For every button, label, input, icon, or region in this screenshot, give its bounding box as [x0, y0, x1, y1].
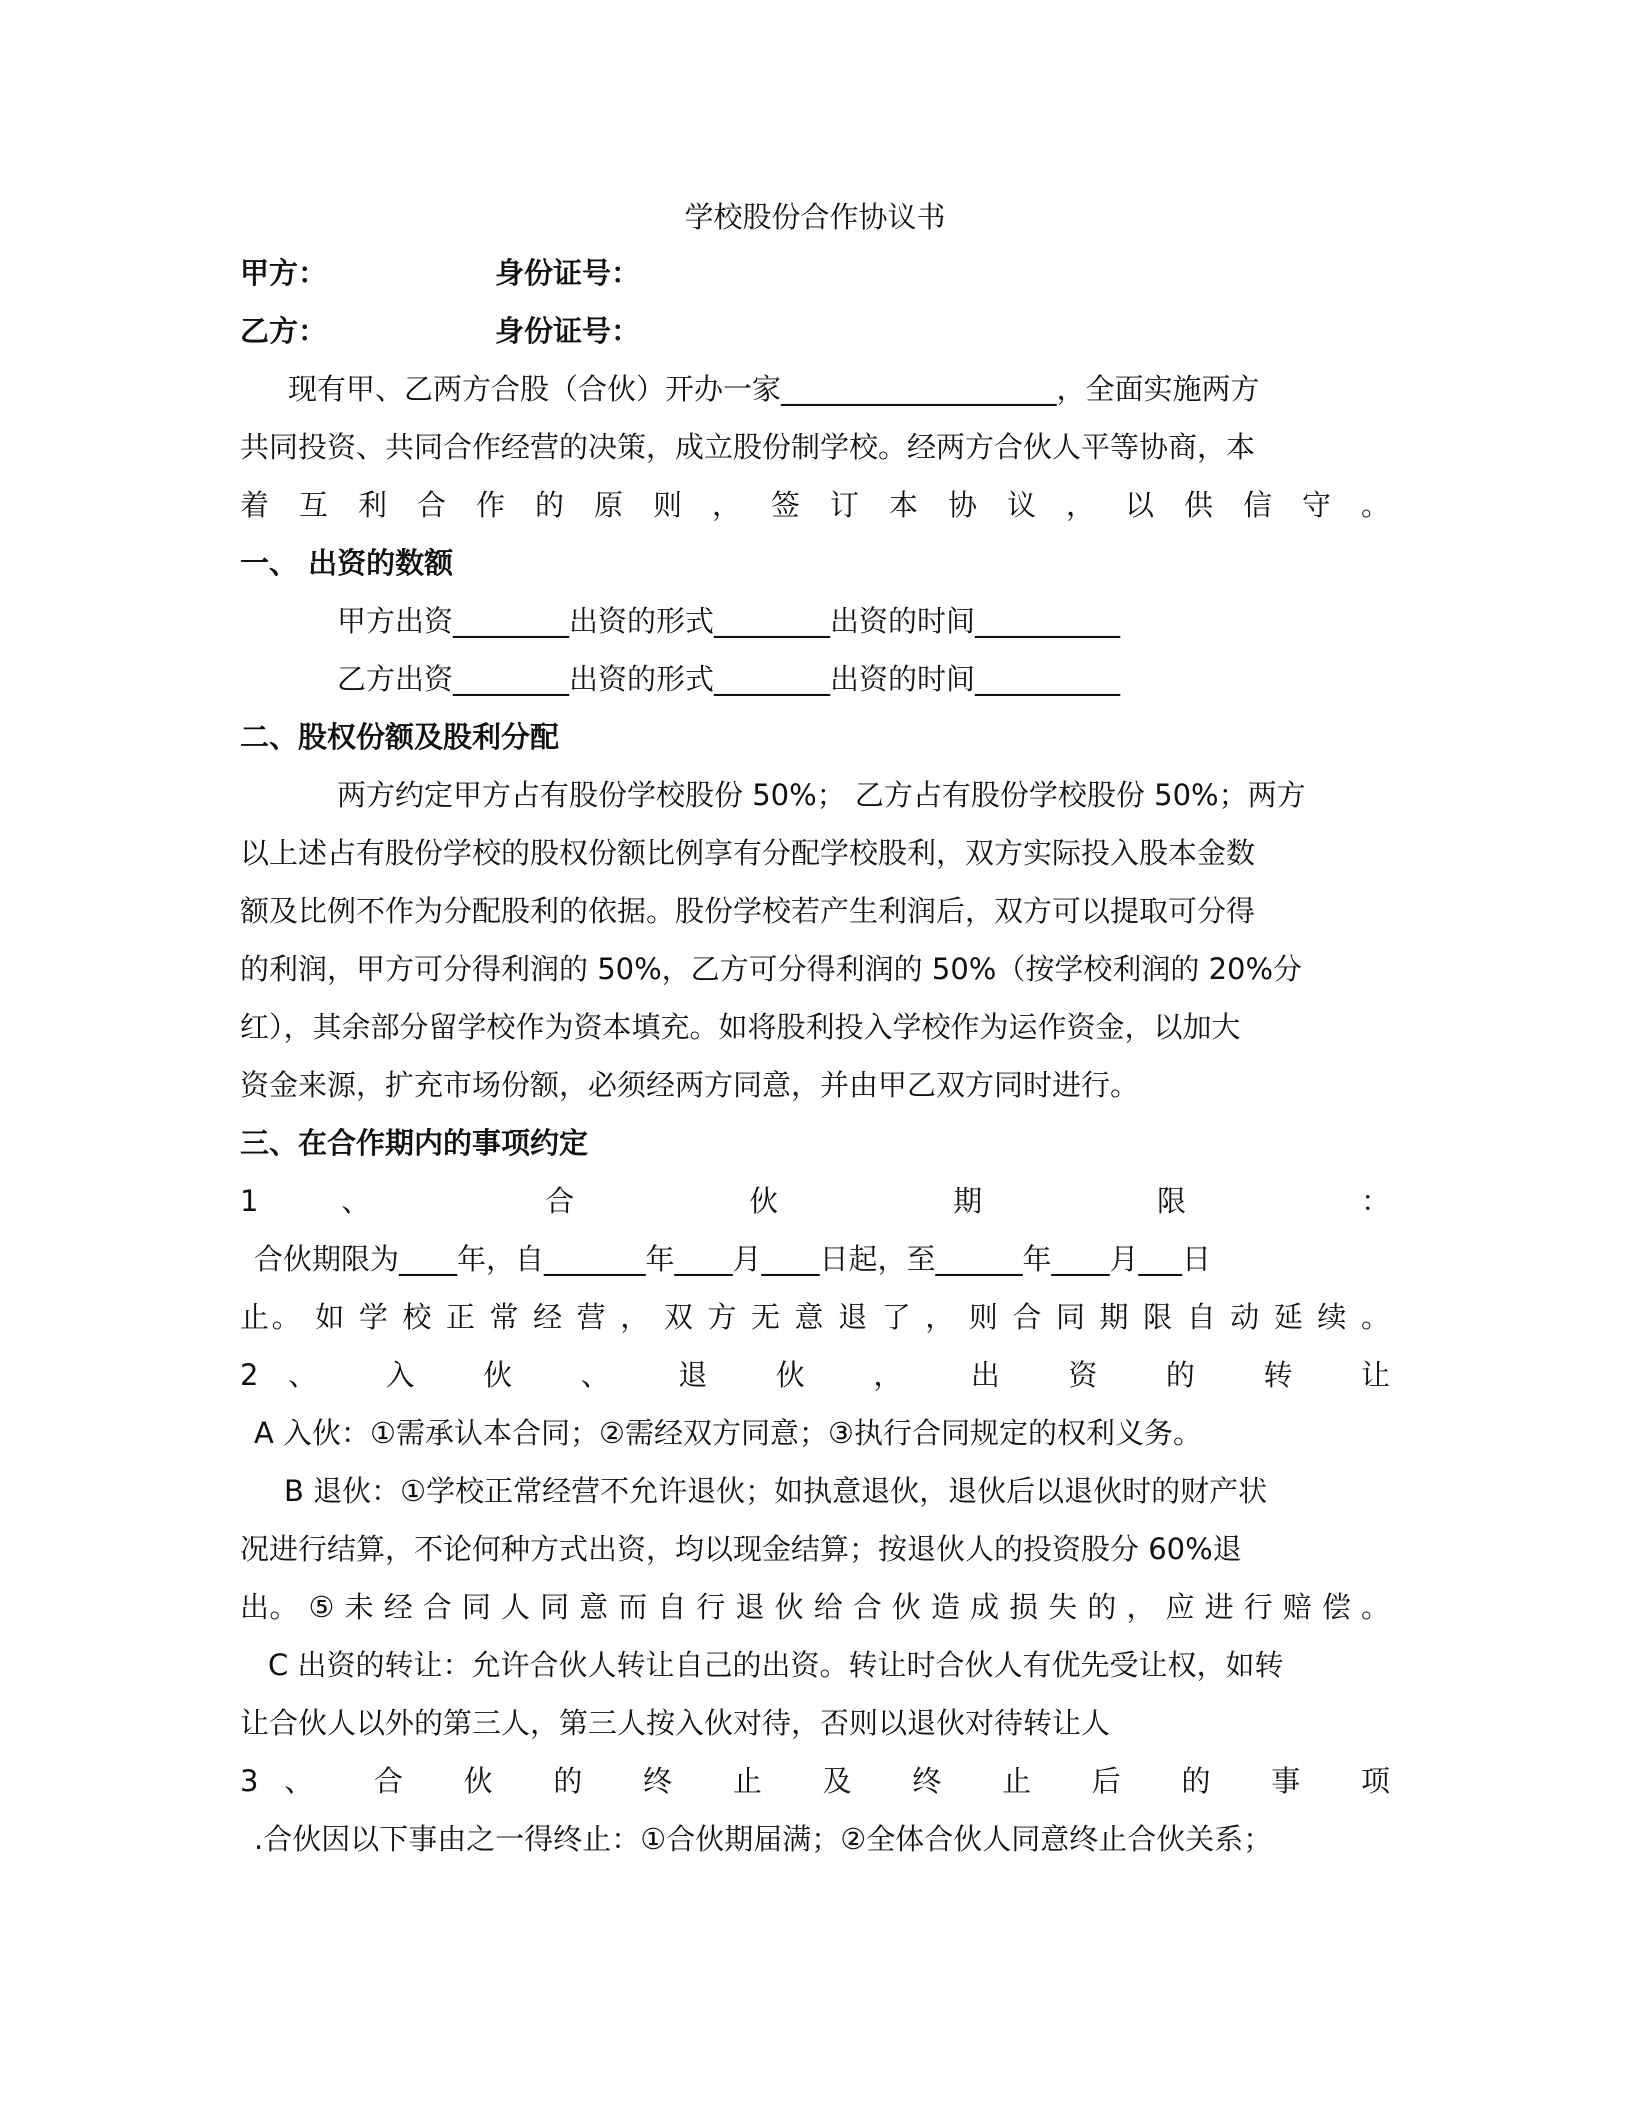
- item2-heading: 2、 入 伙 、 退 伙 ， 出 资 的 转 让: [240, 1358, 1390, 1392]
- item2-b-line-3: 出。 ⑤ 未 经 合 同 人 同 意 而 自 行 退 伙 给 合 伙 造 成 损 失 的 ， 应 进 行 赔 偿 。: [240, 1590, 1390, 1624]
- section2-heading: 二、股权份额及股利分配: [240, 720, 560, 754]
- document-page: [240, 190, 1390, 1868]
- section1-line-b: 乙方出资________出资的形式________出资的时间__________: [337, 662, 1121, 696]
- section2-line-3: 额及比例不作为分配股利的依据。股份学校若产生利润后，双方可以提取可分得: [240, 894, 1256, 928]
- section1-heading: 一、 出资的数额: [240, 546, 454, 580]
- item3-heading: 3、 合 伙 的 终 止 及 终 止 后 的 事 项: [240, 1764, 1390, 1798]
- section1-line-a: 甲方出资________出资的形式________出资的时间__________: [337, 604, 1121, 638]
- section2-line-4: 的利润，甲方可分得利润的 50%，乙方可分得利润的 50%（按学校利润的 20%分: [240, 952, 1303, 986]
- intro-line-3: 着 互 利 合 作 的 原 则 ， 签 订 本 协 议 ， 以 供 信 守 。: [240, 488, 1390, 522]
- item2-c-line-1: C 出资的转让：允许合伙人转让自己的出资。转让时合伙人有优先受让权，如转: [268, 1648, 1284, 1682]
- item3-line-1: .合伙因以下事由之一得终止：①合伙期届满；②全体合伙人同意终止合伙关系；: [254, 1822, 1273, 1856]
- party-a-label: 甲方：: [240, 256, 328, 290]
- section3-heading: 三、在合作期内的事项约定: [240, 1126, 589, 1160]
- section2-line-2: 以上述占有股份学校的股权份额比例享有分配学校股利，双方实际投入股本金数: [240, 836, 1256, 870]
- item2-b-line-2: 况进行结算，不论何种方式出资，均以现金结算；按退伙人的投资股分 60%退: [240, 1532, 1242, 1566]
- party-b-row: [240, 302, 1390, 360]
- item1-line-2: 止。 如 学 校 正 常 经 营 ， 双 方 无 意 退 了 ， 则 合 同 期 限 自 动 延 续 。: [240, 1300, 1390, 1334]
- item1-heading: 1、 合 伙 期 限 ：: [240, 1184, 1390, 1218]
- document-title: 学校股份合作协议书: [684, 200, 946, 234]
- intro-line-1: 现有甲、乙两方合股（合伙）开办一家___________________，全面实施两方: [288, 372, 1260, 406]
- party-a-id-label: 身份证号：: [495, 256, 641, 290]
- item2-a: A 入伙：①需承认本合同；②需经双方同意；③执行合同规定的权利义务。: [254, 1416, 1203, 1450]
- intro-line-2: 共同投资、共同合作经营的决策，成立股份制学校。经两方合伙人平等协商，本: [240, 430, 1256, 464]
- party-b-id-label: 身份证号：: [495, 314, 641, 348]
- section2-line-5: 红），其余部分留学校作为资本填充。如将股利投入学校作为运作资金，以加大: [240, 1010, 1241, 1044]
- item2-c-line-2: 让合伙人以外的第三人，第三人按入伙对待，否则以退伙对待转让人: [240, 1706, 1111, 1740]
- party-a-row: [240, 244, 1390, 302]
- item1-line-1: 合伙期限为____年，自_______年____月____日起，至______年____月___日: [254, 1242, 1212, 1276]
- section2-line-6: 资金来源，扩充市场份额，必须经两方同意，并由甲乙双方同时进行。: [240, 1068, 1140, 1102]
- section2-line-1: 两方约定甲方占有股份学校股份 50%； 乙方占有股份学校股份 50%；两方: [337, 778, 1306, 812]
- item2-b-line-1: B 退伙：①学校正常经营不允许退伙；如执意退伙，退伙后以退伙时的财产状: [284, 1474, 1268, 1508]
- party-b-label: 乙方：: [240, 314, 328, 348]
